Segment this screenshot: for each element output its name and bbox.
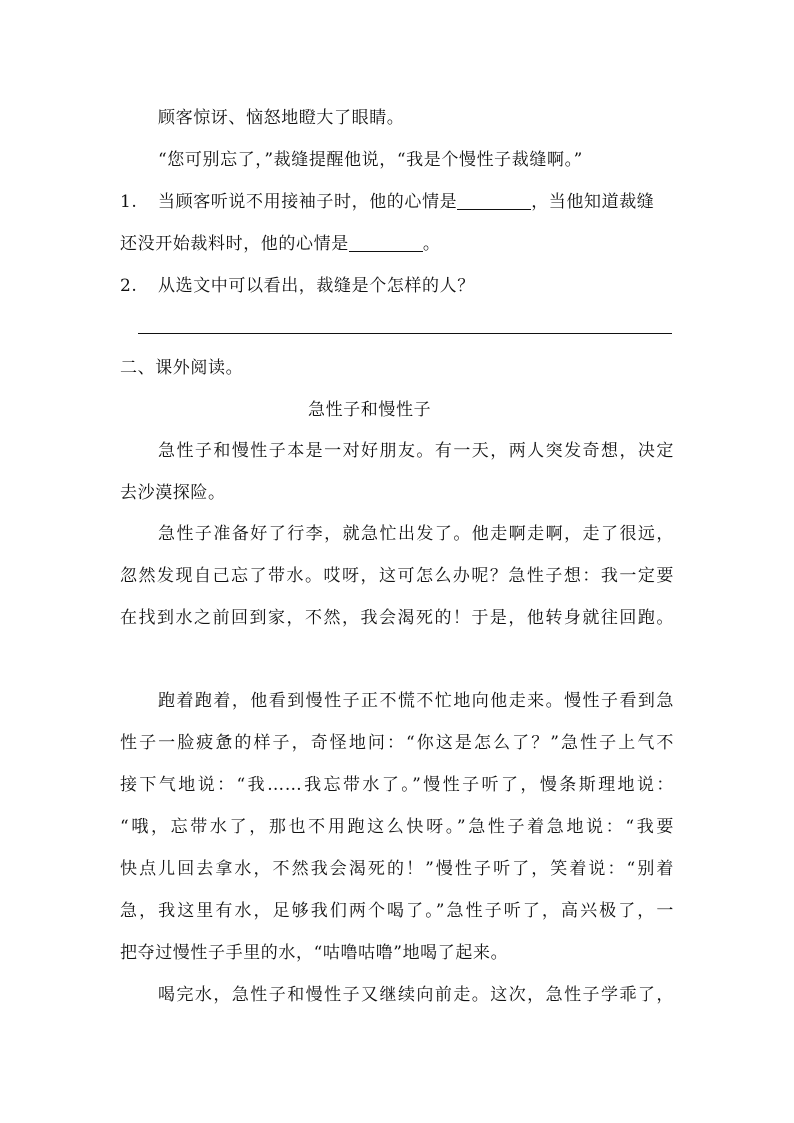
story-line: 在找到水之前回到家，不然，我会渴死的！于是，他转身就往回跑。 (120, 608, 674, 628)
story-line: 接下气地说：“我……我忘带水了。”慢性子听了，慢条斯理地说： (120, 775, 674, 795)
question-text: 当顾客听说不用接袖子时，他的心情是 (158, 192, 458, 212)
question-text: 。 (422, 234, 441, 254)
question-number: 2. (120, 276, 138, 296)
story-line: 急性子准备好了行李，就急忙出发了。他走啊走啊，走了很远， (158, 524, 674, 544)
section-heading: 二、课外阅读。 (120, 358, 244, 378)
answer-blank[interactable] (457, 191, 531, 210)
question-1-continued (120, 232, 440, 256)
answer-line[interactable] (138, 333, 672, 334)
answer-blank[interactable] (349, 233, 423, 252)
question-text: 从选文中可以看出，裁缝是个怎样的人？ (158, 276, 475, 296)
story-line: 忽然发现自己忘了带水。哎呀，这可怎么办呢？急性子想：我一定要 (120, 566, 674, 586)
story-line: 去沙漠探险。 (120, 483, 226, 503)
story-line: 跑着跑着，他看到慢性子正不慌不忙地向他走来。慢性子看到急 (158, 691, 674, 711)
story-line: 把夺过慢性子手里的水，“咕噜咕噜”地喝了起来。 (120, 943, 509, 963)
passage-line: 顾客惊讶、恼怒地瞪大了眼睛。 (158, 108, 405, 128)
question-number: 1. (120, 192, 138, 212)
question-text: ，当他知道裁缝 (531, 192, 655, 212)
story-line: 喝完水，急性子和慢性子又继续向前走。这次，急性子学乖了， (158, 985, 674, 1005)
question-2 (120, 274, 475, 298)
story-line: 快点儿回去拿水，不然我会渴死的！”慢性子听了，笑着说：“别着 (120, 859, 674, 879)
story-line: 急性子和慢性子本是一对好朋友。有一天，两人突发奇想，决定 (158, 441, 674, 461)
question-1 (120, 190, 654, 214)
passage-line: “您可别忘了，”裁缝提醒他说，“我是个慢性子裁缝啊。” (158, 150, 583, 170)
story-line: 急，我这里有水，足够我们两个喝了。”急性子听了，高兴极了，一 (120, 901, 674, 921)
story-line: 性子一脸疲惫的样子，奇怪地问：“你这是怎么了？”急性子上气不 (120, 733, 674, 753)
story-line: “哦，忘带水了，那也不用跑这么快呀。”急性子着急地说：“我要 (120, 817, 674, 837)
question-text: 还没开始裁料时，他的心情是 (120, 234, 349, 254)
story-title: 急性子和慢性子 (308, 400, 432, 420)
